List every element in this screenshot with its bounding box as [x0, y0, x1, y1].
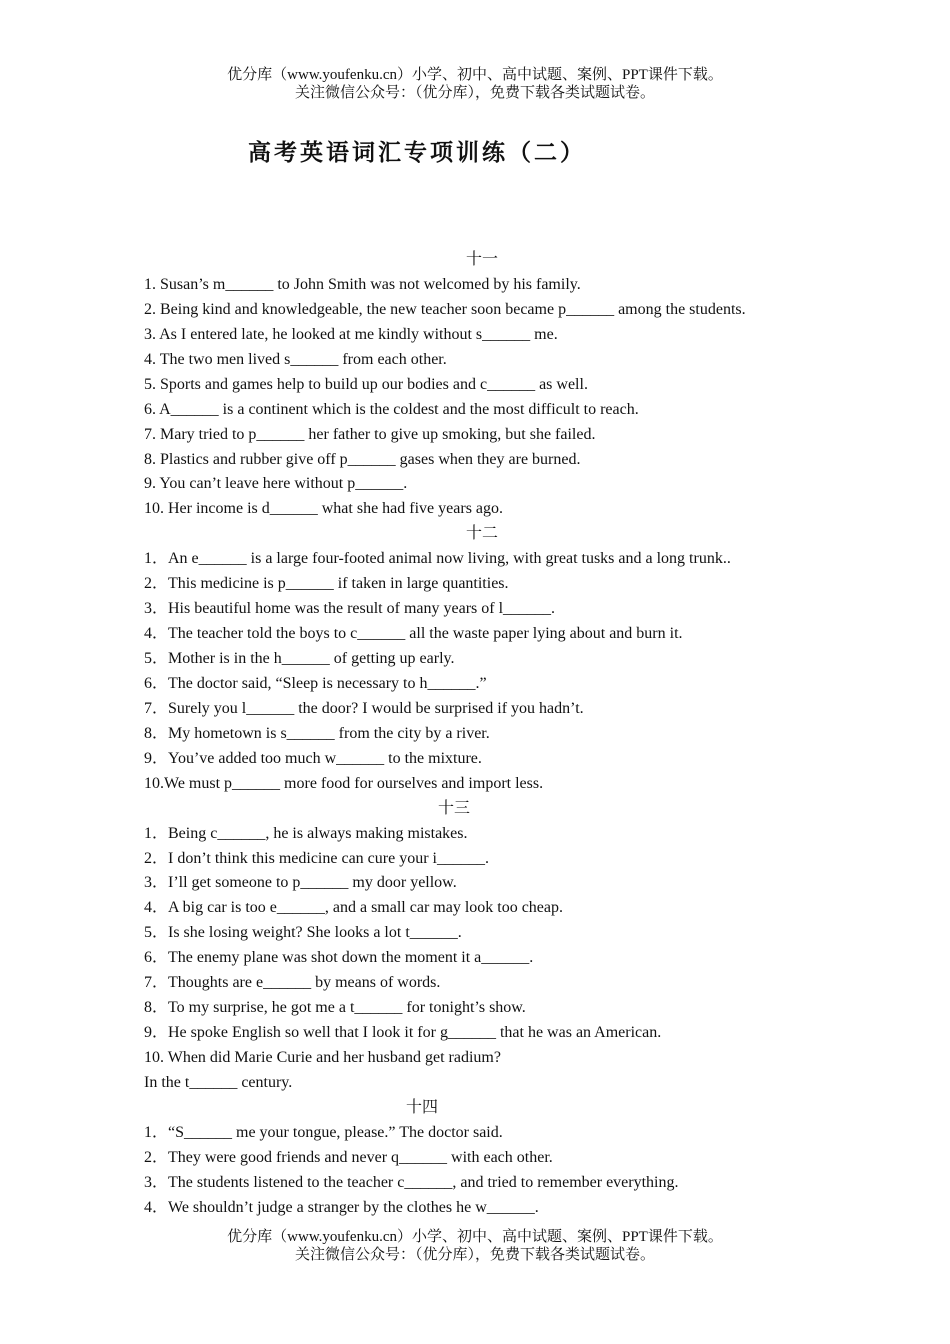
exercise-item: 8．To my surprise, he got me a t______ for tonight’s show.: [144, 999, 526, 1017]
exercise-item: 1．“S______ me your tongue, please.” The doctor said.: [144, 1123, 503, 1141]
exercise-item: 10. Her income is d______ what she had five years ago.: [144, 500, 504, 518]
exercise-item: 8. Plastics and rubber give off p______ gases when they are burned.: [144, 450, 581, 468]
exercise-item: 2．This medicine is p______ if taken in large quantities.: [144, 575, 509, 593]
exercise-item: 3．His beautiful home was the result of many years of l______.: [144, 600, 556, 618]
exercise-item: 5．Is she losing weight? She looks a lot t______.: [144, 924, 462, 942]
footer-line-2: 关注微信公众号：（优分库），免费下载各类试题试卷。: [294, 1247, 655, 1263]
page-footer: [0, 1228, 950, 1264]
header-line-1: 优分库（www.youfenku.cn）小学、初中、高中试题、案例、PPT课件下载。: [227, 67, 723, 83]
document-title: 高考英语词汇专项训练（二）: [248, 140, 586, 166]
exercise-item: 4. The two men lived s______ from each other.: [144, 350, 447, 368]
exercise-item: In the t______ century.: [144, 1073, 293, 1091]
exercise-item: 9．He spoke English so well that I look it for g______ that he was an American.: [144, 1024, 662, 1042]
exercise-item: 2．I don’t think this medicine can cure your i______.: [144, 849, 489, 867]
exercise-item: 8．My hometown is s______ from the city by a river.: [144, 724, 490, 742]
exercise-item: 1. Susan’s m______ to John Smith was not welcomed by his family.: [144, 275, 581, 293]
section-heading: 十四: [405, 1098, 438, 1116]
exercise-item: 6. A______ is a continent which is the coldest and the most difficult to reach.: [144, 400, 639, 418]
header-line-2: 关注微信公众号：（优分库），免费下载各类试题试卷。: [294, 85, 655, 101]
section-heading: 十一: [465, 251, 498, 268]
section-heading: 十二: [465, 525, 498, 543]
exercise-item: 4．A big car is too e______, and a small car may look too cheap.: [144, 899, 564, 917]
exercise-item: 5．Mother is in the h______ of getting up early.: [144, 650, 455, 667]
exercise-item: 2. Being kind and knowledgeable, the new teacher soon became p______ among the students.: [144, 300, 746, 318]
exercise-item: 5. Sports and games help to build up our bodies and c______ as well.: [144, 375, 588, 393]
exercise-item: 3. As I entered late, he looked at me kindly without s______ me.: [144, 325, 558, 343]
exercise-item: 2．They were good friends and never q______ with each other.: [144, 1148, 553, 1166]
exercise-item: 9. You can’t leave here without p______.: [144, 475, 408, 493]
exercise-item: 1．Being c______, he is always making mistakes.: [144, 824, 468, 842]
exercise-item: 4．We shouldn’t judge a stranger by the clothes he w______.: [144, 1198, 539, 1216]
footer-line-1: 优分库（www.youfenku.cn）小学、初中、高中试题、案例、PPT课件下载。: [227, 1229, 723, 1245]
exercise-content: [144, 248, 844, 1221]
exercise-item: 7．Surely you l______ the door? I would be surprised if you hadn’t.: [144, 699, 584, 717]
page-header: [0, 66, 950, 102]
exercise-item: 3．The students listened to the teacher c______, and tried to remember everything.: [144, 1173, 679, 1191]
exercise-item: 7. Mary tried to p______ her father to give up smoking, but she failed.: [144, 425, 596, 443]
exercise-item: 10. When did Marie Curie and her husband get radium?: [144, 1049, 501, 1066]
exercise-item: 6．The doctor said, “Sleep is necessary to h______.”: [144, 674, 487, 692]
exercise-item: 10.We must p______ more food for ourselves and import less.: [144, 774, 544, 792]
exercise-item: 9．You’ve added too much w______ to the mixture.: [144, 749, 482, 767]
exercise-item: 3．I’ll get someone to p______ my door yellow.: [144, 874, 457, 892]
exercise-item: 1．An e______ is a large four-footed animal now living, with great tusks and a long trunk..: [144, 550, 731, 568]
exercise-item: 4．The teacher told the boys to c______ all the waste paper lying about and burn it.: [144, 625, 683, 643]
section-heading: 十三: [437, 799, 470, 817]
exercise-item: 7．Thoughts are e______ by means of words.: [144, 974, 441, 992]
exercise-item: 6．The enemy plane was shot down the moment it a______.: [144, 949, 534, 967]
